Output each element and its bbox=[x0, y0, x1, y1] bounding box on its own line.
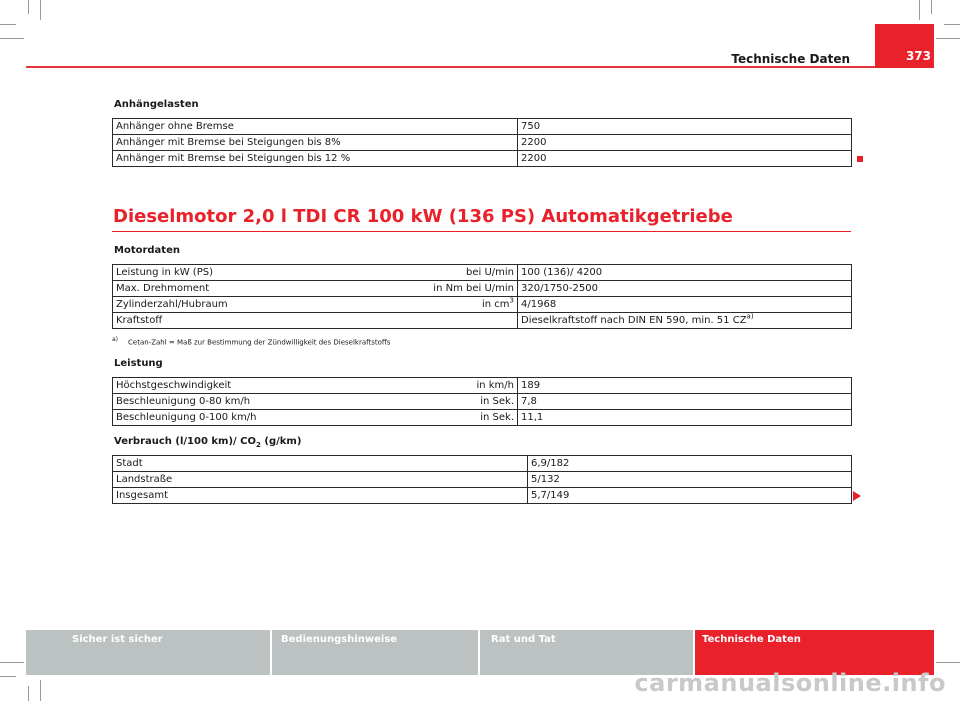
table-cell-value: 2200 bbox=[518, 135, 852, 151]
table-cell-label: Insgesamt bbox=[113, 488, 528, 504]
table-cell-label bbox=[113, 297, 518, 313]
footnote-text: Cetan-Zahl = Maß zur Bestimmung der Zündwilligkeit des Dieselkraftstoffs bbox=[128, 338, 391, 347]
crop-mark bbox=[40, 680, 41, 701]
table-cell-label: Anhänger mit Bremse bei Steigungen bis 8% bbox=[113, 135, 518, 151]
table-cell-value: 6,9/182 bbox=[528, 456, 852, 472]
footer-tab-label: Bedienungshinweise bbox=[281, 634, 398, 645]
crop-mark bbox=[0, 38, 24, 39]
performance-heading: Leistung bbox=[114, 358, 163, 369]
table-cell-label: Landstraße bbox=[113, 472, 528, 488]
table-row bbox=[113, 410, 852, 426]
table-row bbox=[113, 265, 852, 281]
table-row bbox=[113, 456, 852, 472]
crop-mark bbox=[936, 662, 960, 663]
crop-mark bbox=[0, 662, 24, 663]
table-cell-value: 4/1968 bbox=[518, 297, 852, 313]
unit-superscript: 3 bbox=[509, 296, 514, 305]
table-cell-value: 100 (136)/ 4200 bbox=[518, 265, 852, 281]
table-cell-value bbox=[518, 313, 852, 329]
engine-table bbox=[112, 264, 852, 329]
footer-tab-label: Technische Daten bbox=[702, 634, 801, 645]
table-cell-label bbox=[113, 281, 518, 297]
crop-mark bbox=[28, 0, 29, 14]
crop-mark bbox=[40, 0, 41, 20]
table-row bbox=[113, 135, 852, 151]
crop-mark bbox=[944, 24, 960, 25]
crop-mark bbox=[936, 38, 960, 39]
title-rule bbox=[112, 231, 851, 232]
consumption-table bbox=[112, 455, 852, 504]
row-unit: in Sek. bbox=[480, 396, 514, 407]
engine-heading: Motordaten bbox=[114, 245, 180, 256]
performance-table bbox=[112, 377, 852, 426]
unit-text: in cm bbox=[481, 299, 510, 310]
table-row bbox=[113, 313, 852, 329]
section-end-icon bbox=[857, 156, 863, 162]
table-cell-label bbox=[113, 410, 518, 426]
row-unit: in Nm bei U/min bbox=[433, 283, 514, 294]
trailer-table bbox=[112, 118, 852, 167]
table-cell-value: 2200 bbox=[518, 151, 852, 167]
table-row bbox=[113, 378, 852, 394]
row-label: Beschleunigung 0-80 km/h bbox=[116, 396, 251, 407]
heading-text: Verbrauch (l/100 km)/ CO bbox=[114, 436, 257, 447]
row-unit: in Sek. bbox=[480, 412, 514, 423]
table-cell-value: 11,1 bbox=[518, 410, 852, 426]
trailer-heading: Anhängelasten bbox=[114, 99, 199, 110]
heading-tail: (g/km) bbox=[260, 436, 302, 447]
row-unit: bei U/min bbox=[465, 267, 514, 278]
row-label: Max. Drehmoment bbox=[116, 283, 210, 294]
footnote bbox=[112, 336, 390, 346]
table-row bbox=[113, 394, 852, 410]
table-cell-value: 7,8 bbox=[518, 394, 852, 410]
crop-mark bbox=[919, 0, 920, 20]
row-label: Zylinderzahl/Hubraum bbox=[116, 299, 228, 310]
table-row bbox=[113, 472, 852, 488]
table-cell-value: 5,7/149 bbox=[528, 488, 852, 504]
table-cell-label bbox=[113, 313, 518, 329]
table-row bbox=[113, 151, 852, 167]
watermark: carmanualsonline.info bbox=[634, 669, 946, 697]
table-cell-label: Anhänger mit Bremse bei Steigungen bis 12 % bbox=[113, 151, 518, 167]
crop-mark bbox=[0, 676, 16, 677]
row-label: Leistung in kW (PS) bbox=[116, 267, 213, 278]
running-title: Technische Daten bbox=[731, 52, 850, 66]
table-cell-label: Stadt bbox=[113, 456, 528, 472]
row-unit bbox=[482, 297, 514, 312]
row-unit: in km/h bbox=[476, 380, 514, 391]
table-row bbox=[113, 488, 852, 504]
header-rule bbox=[26, 66, 875, 68]
table-cell-value: 750 bbox=[518, 119, 852, 135]
row-label: Beschleunigung 0-100 km/h bbox=[116, 412, 257, 423]
table-row bbox=[113, 281, 852, 297]
table-row bbox=[113, 297, 852, 313]
row-label: Kraftstoff bbox=[116, 315, 163, 326]
consumption-heading bbox=[114, 436, 301, 449]
table-cell-label bbox=[113, 394, 518, 410]
heading-subscript: 2 bbox=[256, 441, 261, 449]
continue-arrow-icon bbox=[853, 491, 861, 501]
crop-mark bbox=[28, 686, 29, 701]
row-label: Höchstgeschwindigkeit bbox=[116, 380, 232, 391]
engine-title: Dieselmotor 2,0 l TDI CR 100 kW (136 PS) Automatikgetriebe bbox=[113, 206, 733, 227]
table-cell-value: 320/1750-2500 bbox=[518, 281, 852, 297]
crop-mark bbox=[931, 0, 932, 14]
table-cell-label bbox=[113, 265, 518, 281]
page-number: 373 bbox=[905, 49, 931, 63]
table-cell-value: 5/132 bbox=[528, 472, 852, 488]
table-cell-label bbox=[113, 378, 518, 394]
footer-tab-label: Sicher ist sicher bbox=[72, 634, 163, 645]
footnote-ref: a) bbox=[746, 312, 754, 321]
table-cell-label: Anhänger ohne Bremse bbox=[113, 119, 518, 135]
footnote-marker: a) bbox=[112, 336, 119, 343]
value-text: Dieselkraftstoff nach DIN EN 590, min. 51 CZ bbox=[521, 315, 747, 326]
footer-tab-label: Rat und Tat bbox=[491, 634, 556, 645]
table-row bbox=[113, 119, 852, 135]
crop-mark bbox=[0, 24, 16, 25]
table-cell-value: 189 bbox=[518, 378, 852, 394]
